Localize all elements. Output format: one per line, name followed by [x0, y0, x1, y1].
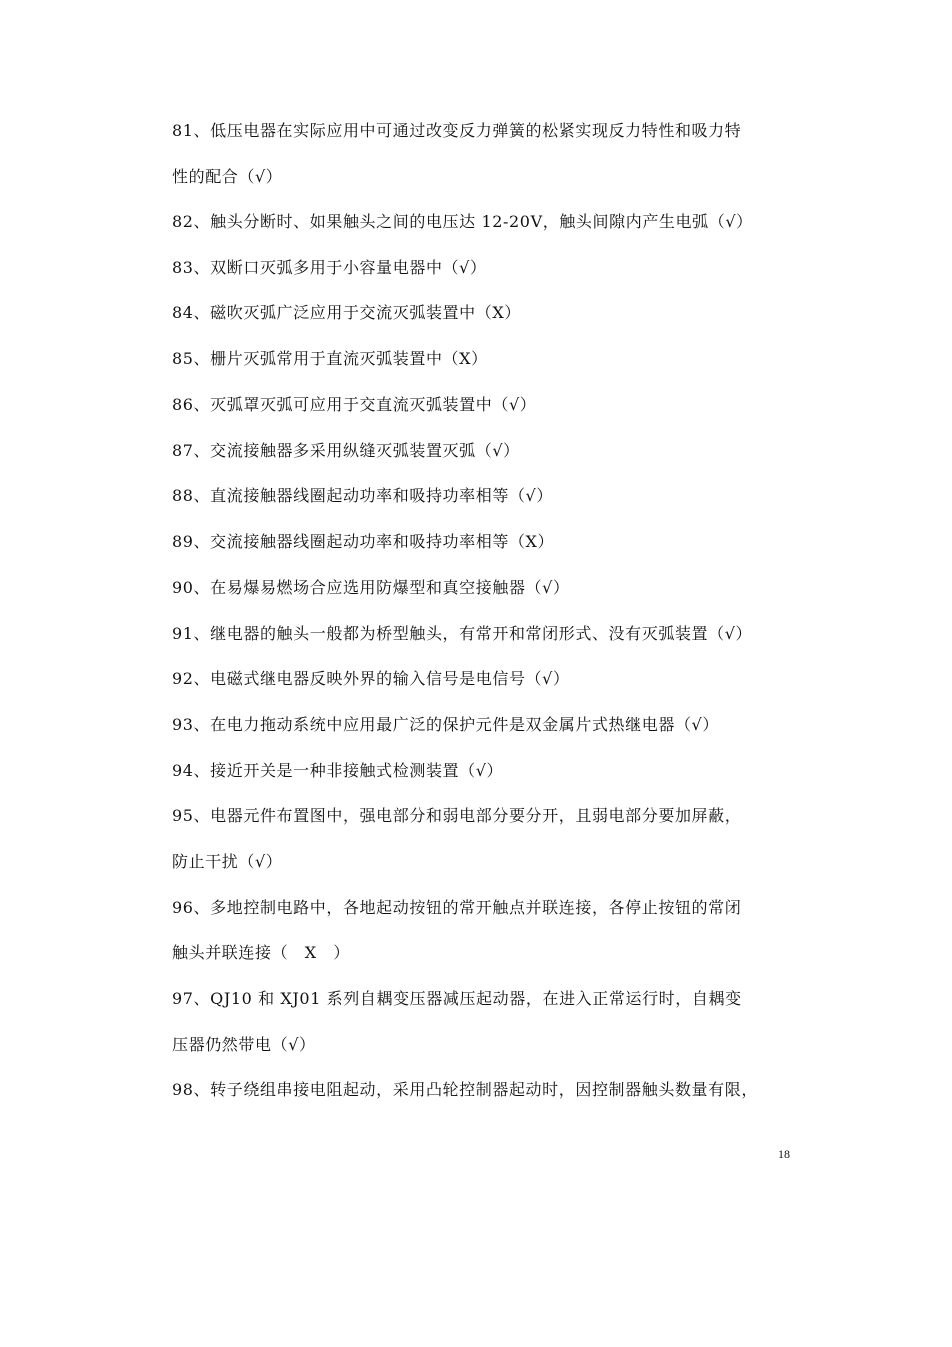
question-98-line-1: 98、转子绕组串接电阻起动，采用凸轮控制器起动时，因控制器触头数量有限， [172, 1080, 758, 1099]
question-90: 90、在易爆易燃场合应选用防爆型和真空接触器（√） [172, 578, 570, 597]
question-96-line-2: 触头并联连接（ X ） [172, 943, 350, 962]
question-96-line-1: 96、多地控制电路中，各地起动按钮的常开触点并联连接，各停止按钮的常闭 [172, 898, 742, 917]
question-84: 84、磁吹灭弧广泛应用于交流灭弧装置中（X） [172, 303, 521, 322]
question-86: 86、灭弧罩灭弧可应用于交直流灭弧装置中（√） [172, 395, 537, 414]
question-94: 94、接近开关是一种非接触式检测装置（√） [172, 761, 504, 780]
question-87: 87、交流接触器多采用纵缝灭弧装置灭弧（√） [172, 441, 520, 460]
question-83: 83、双断口灭弧多用于小容量电器中（√） [172, 258, 487, 277]
question-97-line-2: 压器仍然带电（√） [172, 1035, 316, 1054]
question-88: 88、直流接触器线圈起动功率和吸持功率相等（√） [172, 486, 553, 505]
question-85: 85、栅片灭弧常用于直流灭弧装置中（X） [172, 349, 488, 368]
question-91: 91、继电器的触头一般都为桥型触头，有常开和常闭形式、没有灭弧装置（√） [172, 624, 753, 643]
question-89: 89、交流接触器线圈起动功率和吸持功率相等（X） [172, 532, 555, 551]
page-number: 18 [778, 1147, 790, 1161]
question-81-line-1: 81、低压电器在实际应用中可通过改变反力弹簧的松紧实现反力特性和吸力特 [172, 121, 742, 140]
question-93: 93、在电力拖动系统中应用最广泛的保护元件是双金属片式热继电器（√） [172, 715, 719, 734]
question-95-line-2: 防止干扰（√） [172, 852, 283, 871]
question-81-line-2: 性的配合（√） [172, 167, 283, 186]
question-92: 92、电磁式继电器反映外界的输入信号是电信号（√） [172, 669, 570, 688]
question-95-line-1: 95、电器元件布置图中，强电部分和弱电部分要分开，且弱电部分要加屏蔽， [172, 806, 742, 825]
question-97-line-1: 97、QJ10 和 XJ01 系列自耦变压器减压起动器，在进入正常运行时，自耦变 [172, 989, 742, 1008]
question-82: 82、触头分断时、如果触头之间的电压达 12-20V，触头间隙内产生电弧（√） [172, 212, 753, 231]
